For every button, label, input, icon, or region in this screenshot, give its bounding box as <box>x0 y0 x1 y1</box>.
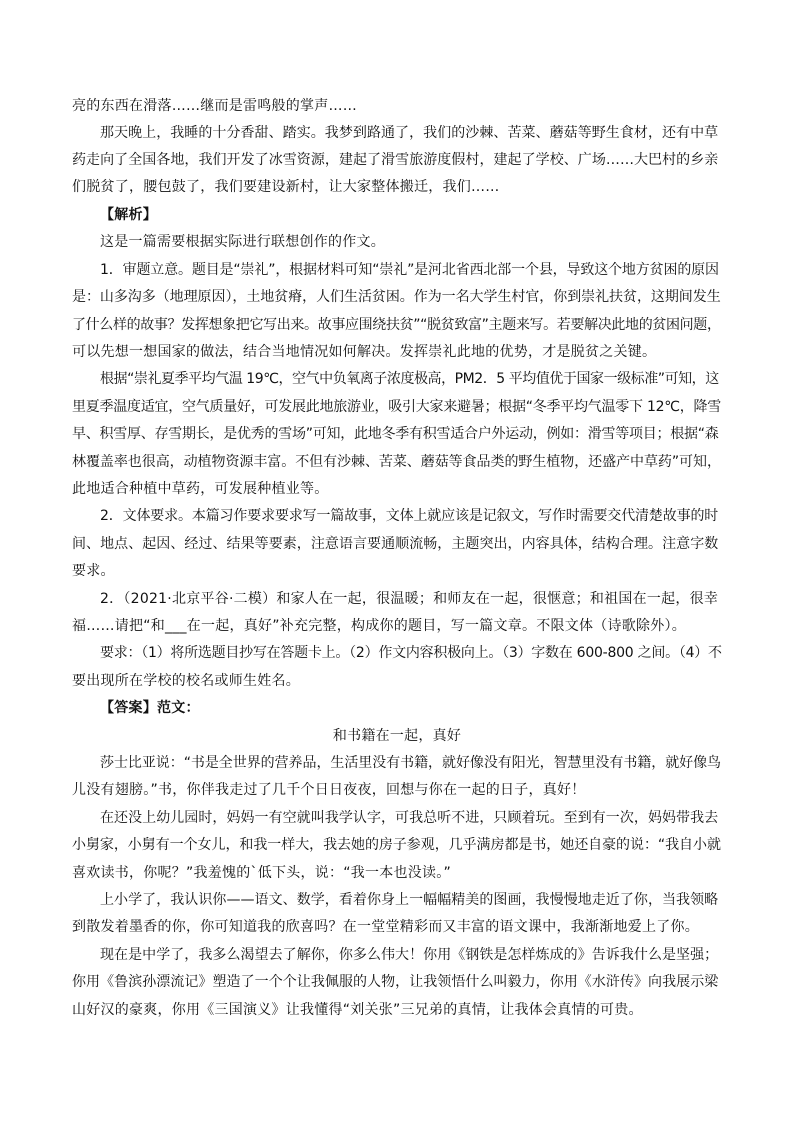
paragraph-line: 这是一篇需要根据实际进行联想创作的作文。 <box>100 234 385 250</box>
text-line: 里夏季温度适宜，空气质量好，可发展此地旅游业，吸引大家来避暑；根据“冬季平均气温零下 12℃，降雪 <box>72 399 721 415</box>
text-line: 可以先想一想国家的做法，结合当地情况如何解决。发挥崇礼此地的优势，才是脱贫之关键。 <box>72 344 657 360</box>
paragraph-line: 根据“崇礼夏季平均气温 19℃，空气中负氧离子浓度极高，PM2．5 平均值优于国家一级标准”可知，这 <box>100 371 719 387</box>
text-line: 到散发着墨香的你，你可知道我的欣喜吗？在一堂堂精彩而又丰富的语文课中，我渐渐地爱上了你。 <box>72 919 699 935</box>
text-line: 早、积雪厚、存雪期长，是优秀的雪场”可知，此地冬季有积雪适合户外运动，例如：滑雪等项目；根据“森 <box>72 426 719 442</box>
text-line: 山好汉的豪爽，你用《三国演义》让我懂得“刘关张”三兄弟的真情，让我体会真情的可贵。 <box>72 1002 643 1018</box>
paragraph-line: 现在是中学了，我多么渴望去了解你，你多么伟大！你用《钢铁是怎样炼成的》告诉我什么是坚强； <box>100 947 719 963</box>
text-line: 福……请把“和___在一起，真好”补充完整，构成你的题目，写一篇文章。不限文体（诗歌除外）。 <box>72 618 687 634</box>
paragraph-line: 在还没上幼儿园时，妈妈一有空就叫我学认字，可我总听不进，只顾着玩。至到有一次，妈妈带我去 <box>100 810 719 826</box>
text-line: 要求。 <box>72 563 115 579</box>
text-line: 此地适合种植中草药，可发展种植业等。 <box>72 481 329 497</box>
analysis-heading: 【解析】 <box>100 207 157 223</box>
text-line: 林覆盖率也很高，动植物资源丰富。不但有沙棘、苦菜、蘑菇等食品类的野生植物，还盛产中草药”可知， <box>72 454 721 470</box>
text-line: 们脱贫了，腰包鼓了，我们要建设新村，让大家整体搬迁，我们…… <box>72 179 500 195</box>
paragraph-line: 莎士比亚说：“书是全世界的营养品，生活里没有书籍，就好像没有阳光，智慧里没有书籍，就好像鸟 <box>100 755 722 771</box>
text-line: 小舅家，小舅有一个女儿，和我一样大，我去她的房子参观，几乎满房都是书，她还自豪的说：“我自小就 <box>72 837 721 853</box>
paragraph-line: 上小学了，我认识你——语文、数学，看着你身上一幅幅精美的图画，我慢慢地走近了你，当我领略 <box>100 892 719 908</box>
text-line: 你用《鲁滨孙漂流记》塑造了一个个让我佩服的人物，让我领悟什么叫毅力，你用《水浒传》向我展示梁 <box>72 974 719 990</box>
paragraph-line: 那天晚上，我睡的十分香甜、踏实。我梦到路通了，我们的沙棘、苦菜、蘑菇等野生食材，还有中草 <box>100 125 719 141</box>
text-line: 是：山多沟多（地理原因），土地贫瘠，人们生活贫困。作为一名大学生村官，你到崇礼扶贫，这期间发生 <box>72 289 721 305</box>
text-line: 了什么样的故事？发挥想象把它写出来。故事应围绕扶贫”“脱贫致富”主题来写。若要解决此地的贫困问题， <box>72 317 721 333</box>
essay-title: 和书籍在一起，真好 <box>332 728 462 744</box>
text-line: 儿没有翅膀。”书，你伴我走过了几千个日日夜夜，回想与你在一起的日子，真好！ <box>72 782 586 798</box>
requirements-line: 要求：（1）将所选题目抄写在答题卡上。（2）作文内容积极向上。（3）字数在 600-800 之间。（4）不 <box>100 645 722 661</box>
question-line: 2．（2021·北京平谷·二模）和家人在一起，很温暖；和师友在一起，很惬意；和祖国在一起，很幸 <box>100 591 719 607</box>
paragraph-line: 2．文体要求。本篇习作要求要求写一篇故事，文体上就应该是记叙文，写作时需要交代清楚故事的时 <box>100 508 719 524</box>
text-line: 亮的东西在滑落……继而是雷鸣般的掌声…… <box>72 98 357 114</box>
text-line: 要出现所在学校的校名或师生姓名。 <box>72 673 300 689</box>
text-line: 间、地点、起因、经过、结果等要素，注意语言要通顺流畅，主题突出，内容具体，结构合理。注意字数 <box>72 536 719 552</box>
text-line: 药走向了全国各地，我们开发了冰雪资源，建起了滑雪旅游度假村，建起了学校、广场……大巴村的乡亲 <box>72 152 719 168</box>
text-line: 喜欢读书，你呢？”我羞愧的`低下头，说：“我一本也没读。” <box>72 865 452 881</box>
paragraph-line: 1．审题立意。题目是“崇礼”，根据材料可知“崇礼”是河北省西北部一个县，导致这个地方贫困的原因 <box>100 262 719 278</box>
answer-heading: 【答案】范文： <box>100 700 200 716</box>
